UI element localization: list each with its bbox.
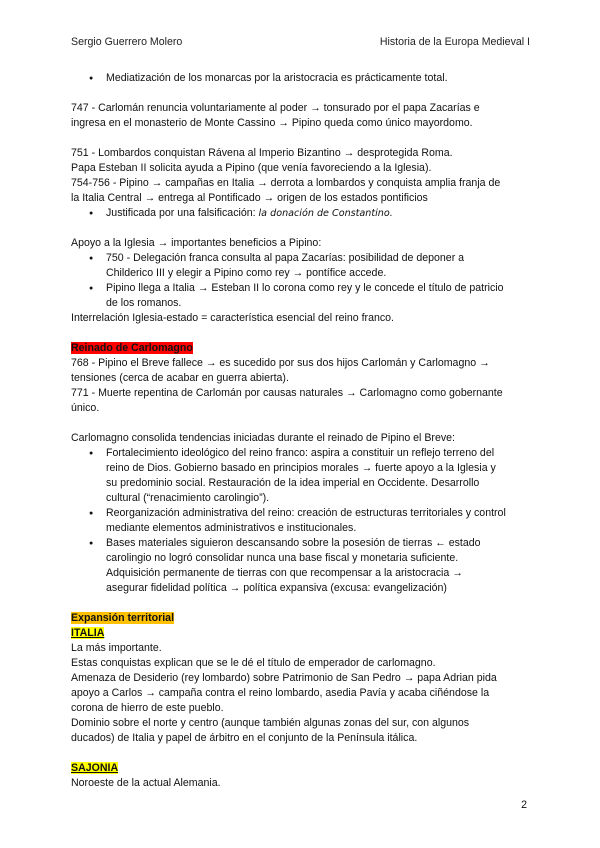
line: reino de Dios. Gobierno basado en principios morales → fuerte apoyo a la Iglesia y (106, 462, 496, 474)
bullet-list (71, 251, 531, 311)
paragraph-771-line2: único. (71, 402, 100, 414)
header-author: Sergio Guerrero Molero (71, 36, 183, 48)
list-item: ● Mediatización de los monarcas por la aristocracia es prácticamente total. (106, 71, 531, 86)
line: Fortalecimiento ideológico del reino franco: aspira a constituir un reflejo terreno del (106, 447, 495, 459)
paragraph-768-line2: tensiones (cerca de acabar en guerra abierta). (71, 372, 289, 384)
section-heading-expansion: Expansión territorial (71, 612, 175, 624)
section-heading-carlomagno: Reinado de Carlomagno (71, 342, 193, 354)
line: su predominio social. Restauración de la idea imperial en Occidente. Desarrollo (106, 477, 480, 489)
line: cultural (“renacimiento carolingio”). (106, 492, 270, 504)
subheading-sajonia: SAJONIA (71, 762, 119, 774)
paragraph-768-line1: 768 - Pipino el Breve fallece → es sucedido por sus dos hijos Carlomán y Carlomagno → (71, 357, 490, 369)
list-item-text: Justificada por una falsificación: (106, 207, 259, 219)
paragraph-amenaza-line1: Amenaza de Desiderio (rey lombardo) sobre Patrimonio de San Pedro → papa Adrian pida (71, 672, 497, 684)
italic-title: la donación de Constantino. (258, 208, 393, 219)
paragraph-754-line1: 754-756 - Pipino → campañas en Italia → derrota a lombardos y conquista amplia franja de (71, 177, 501, 189)
paragraph-dominio-line2: ducados) de Italia y papel de árbitro en el conjunto de la Península itálica. (71, 732, 418, 744)
line: mediante elementos administrativos e institucionales. (106, 522, 357, 534)
paragraph-esteban: Papa Esteban II solicita ayuda a Pipino (que venía favoreciendo a la Iglesia). (71, 162, 432, 174)
paragraph-747-line1: 747 - Carlomán renuncia voluntariamente al poder → tonsurado por el papa Zacarías e (71, 102, 480, 114)
bullet-list (71, 446, 531, 596)
list-item (106, 446, 531, 506)
paragraph-amenaza-line3: corona de hierro de este pueblo. (71, 702, 224, 714)
line: Reorganización administrativa del reino: creación de estructuras territoriales y control (106, 507, 506, 519)
list-item (106, 251, 531, 281)
line: Childerico III y elegir a Pipino como rey → pontífice accede. (106, 267, 387, 279)
paragraph-754-line2: la Italia Central → entrega al Pontificado → origen de los estados pontificios (71, 192, 428, 204)
paragraph-estas: Estas conquistas explican que se le dé el título de emperador de carlomagno. (71, 657, 436, 669)
paragraph-751: 751 - Lombardos conquistan Rávena al Imperio Bizantino → desprotegida Roma. (71, 147, 453, 159)
paragraph-mas-importante: La más importante. (71, 642, 162, 654)
page-number: 2 (521, 799, 527, 811)
paragraph-noroeste: Noroeste de la actual Alemania. (71, 777, 221, 789)
line: Adquisición permanente de tierras con que recompensar a la aristocracia → (106, 567, 463, 579)
paragraph-dominio-line1: Dominio sobre el norte y centro (aunque también algunas zonas del sur, con algunos (71, 717, 470, 729)
header-course-title: Historia de la Europa Medieval I (379, 36, 530, 48)
bullet-list (71, 71, 531, 86)
paragraph-apoyo: Apoyo a la Iglesia → importantes beneficios a Pipino: (71, 237, 322, 249)
paragraph-consolida: Carlomagno consolida tendencias iniciadas durante el reinado de Pipino el Breve: (71, 432, 455, 444)
paragraph-747-line2: ingresa en el monasterio de Monte Cassino → Pipino queda como único mayordomo. (71, 117, 473, 129)
paragraph-amenaza-line2: apoyo a Carlos → campaña contra el reino lombardo, asedia Pavía y acaba ciñéndose la (71, 687, 490, 699)
line: Bases materiales siguieron descansando sobre la posesión de tierras ← estado (106, 537, 481, 549)
paragraph-771-line1: 771 - Muerte repentina de Carlomán por causas naturales → Carlomagno como gobernante (71, 387, 503, 399)
line: de los romanos. (106, 297, 182, 309)
line: asegurar fidelidad política → política expansiva (excusa: evangelización) (106, 582, 447, 594)
line: carolingio no logró consolidar nunca una base fiscal y monetaria suficiente. (106, 552, 459, 564)
line: Pipino llega a Italia → Esteban II lo corona como rey y le concede el título de patricio (106, 282, 504, 294)
list-item (106, 506, 531, 536)
list-item (106, 536, 531, 596)
list-item (106, 281, 531, 311)
list-item (106, 206, 531, 221)
paragraph-interrelacion: Interrelación Iglesia-estado = característica esencial del reino franco. (71, 312, 394, 324)
bullet-list (71, 206, 531, 221)
subheading-italia: ITALIA (71, 627, 105, 639)
line: 750 - Delegación franca consulta al papa Zacarías: posibilidad de deponer a (106, 252, 465, 264)
document-body (71, 71, 531, 791)
